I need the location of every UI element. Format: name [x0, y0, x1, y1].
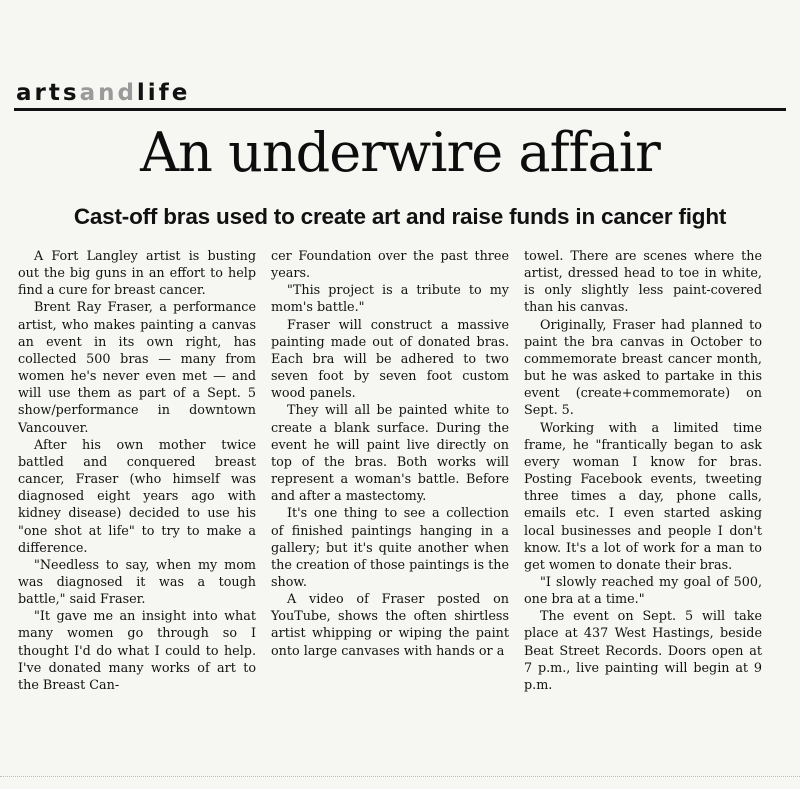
column-2 — [271, 248, 509, 768]
column-1 — [18, 248, 256, 768]
paragraph: After his own mother twice battled and conquered breast cancer, Fraser (who himself was diagnosed eight years ago with kidney disease) decided to use his "one shot at life" to try to make a difference. — [18, 437, 256, 556]
paragraph: towel. There are scenes where the artist, dressed head to toe in white, is only slightly less paint-covered than his canvas. — [524, 249, 762, 316]
paragraph: Working with a limited time frame, he "frantically began to ask every woman I know for bras. Posting Facebook events, tweeting three times a day, phone calls, emails etc. I even started asking local businesses and people I don't know. It's a lot of work for a man to get women to donate their bras. — [524, 420, 762, 573]
page-edge — [0, 776, 800, 789]
paragraph: "It gave me an insight into what many women go through so I thought I'd do what I could to help. I've donated many works of art to the Breast Can- — [18, 609, 256, 693]
column-3 — [524, 248, 762, 768]
paragraph: They will all be painted white to create a blank surface. During the event he will paint live directly on top of the bras. Both works will represent a woman's battle. Before and after a mastectomy. — [271, 403, 509, 505]
paragraph: A Fort Langley artist is busting out the big guns in an effort to help find a cure for breast cancer. — [18, 249, 256, 299]
section-label — [16, 80, 190, 106]
paragraph: Fraser will construct a massive painting made out of donated bras. Each bra will be adhered to two seven foot by seven foot custom wood panels. — [271, 317, 509, 402]
paragraph: It's one thing to see a collection of finished paintings hanging in a gallery; but it's quite another when the creation of those paintings is the show. — [271, 506, 509, 590]
paragraph: The event on Sept. 5 will take place at 437 West Hastings, beside Beat Street Records. Doors open at 7 p.m., live painting will begin at 9 p.m. — [524, 609, 762, 693]
deck-subheadline: Cast-off bras used to create art and raise funds in cancer fight — [73, 204, 727, 229]
headline: An underwire affair — [140, 121, 660, 184]
paragraph: "This project is a tribute to my mom's battle." — [271, 283, 509, 316]
paragraph: "I slowly reached my goal of 500, one bra at a time." — [524, 574, 762, 608]
section-label-life: life — [136, 80, 191, 106]
article-body — [18, 248, 762, 768]
paragraph: "Needless to say, when my mom was diagnosed it was a tough battle," said Fraser. — [18, 557, 256, 608]
paragraph: A video of Fraser posted on YouTube, shows the often shirtless artist whipping or wiping the paint onto large canvases with hands or a — [271, 592, 509, 659]
paragraph: Brent Ray Fraser, a performance artist, who makes painting a canvas an event in its own right, has collected 500 bras — many from women he's never even met — and will use them as part of a Sept. 5 show/performance in downtown Vancouver. — [18, 300, 256, 436]
section-label-arts: arts — [16, 80, 80, 106]
section-label-and: and — [79, 80, 137, 106]
paragraph: cer Foundation over the past three years. — [271, 249, 509, 282]
paragraph: Originally, Fraser had planned to paint the bra canvas in October to commemorate breast cancer month, but he was asked to partake in this event (create+commemorate) on Sept. 5. — [524, 317, 762, 419]
section-rule — [14, 108, 786, 111]
